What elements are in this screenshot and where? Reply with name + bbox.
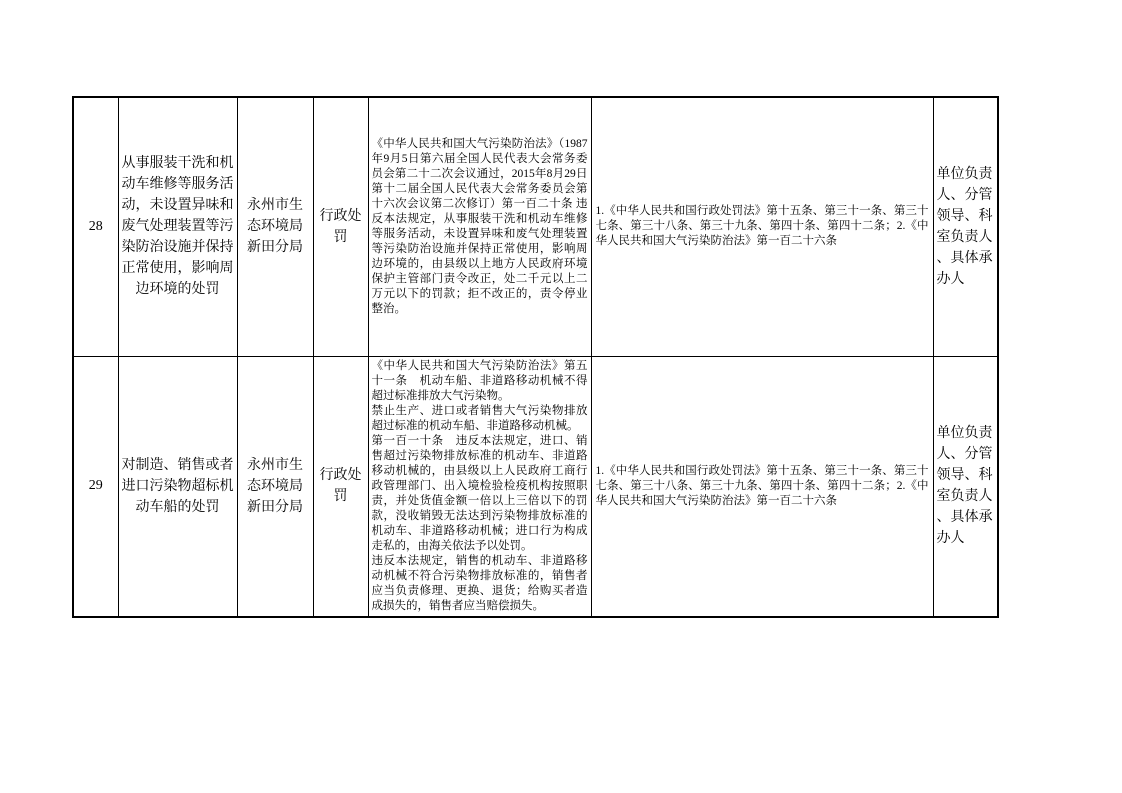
accountability-basis-cell: 1.《中华人民共和国行政处罚法》第十五条、第三十一条、第三十七条、第三十八条、第三十九条、第四十条、第四十二条；2.《中华人民共和国大气污染防治法》第一百二十六条: [591, 97, 933, 356]
table-row-28: [73, 97, 998, 356]
row-number-cell: 28: [73, 97, 118, 356]
administrative-penalty-table: [72, 96, 999, 618]
legal-basis-cell: 《中华人民共和国大气污染防治法》（1987年9月5日第六届全国人民代表大会常务委员会第二十二次会议通过，2015年8月29日第十二届全国人民代表大会常务委员会第十六次会议第二次修订）第一百二十条 违反本法规定，从事服装干洗和机动车维修等服务活动，未设置异味和废气处理装置等污染防治设施并保持正常使用，影响周边环境的，由县级以上地方人民政府环境保护主管部门责令改正，处二千元以上二万元以下的罚款；拒不改正的，责令停业整治。: [368, 97, 591, 356]
power-type-cell: 行政处罚: [313, 356, 368, 617]
power-type-cell: 行政处罚: [313, 97, 368, 356]
accountability-basis-cell: 1.《中华人民共和国行政处罚法》第十五条、第三十一条、第三十七条、第三十八条、第三十九条、第四十条、第四十二条；2.《中华人民共和国大气污染防治法》第一百二十六条: [591, 356, 933, 617]
table-row-29: [73, 356, 998, 617]
responsible-parties-cell: 单位负责人、分管领导、科室负责人、具体承办人: [933, 356, 998, 617]
responsible-parties-cell: 单位负责人、分管领导、科室负责人、具体承办人: [933, 97, 998, 356]
penalty-item-cell: 对制造、销售或者进口污染物超标机动车船的处罚: [118, 356, 237, 617]
implementing-agency-cell: 永州市生态环境局新田分局: [237, 97, 313, 356]
implementing-agency-cell: 永州市生态环境局新田分局: [237, 356, 313, 617]
row-number-cell: 29: [73, 356, 118, 617]
legal-basis-cell: 《中华人民共和国大气污染防治法》第五十一条 机动车船、非道路移动机械不得超过标准排放大气污染物。 禁止生产、进口或者销售大气污染物排放超过标准的机动车船、非道路移动机械。 第一百一十条 违反本法规定，进口、销售超过污染物排放标准的机动车、非道路移动机械的，由县级以上人民政府工商行政管理部门、出入境检验检疫机构按照职责，并处货值金额一倍以上三倍以下的罚款，没收销毁无法达到污染物排放标准的机动车、非道路移动机械；进口行为构成走私的，由海关依法予以处罚。 违反本法规定，销售的机动车、非道路移动机械不符合污染物排放标准的，销售者应当负责修理、更换、退货；给购买者造成损失的，销售者应当赔偿损失。: [368, 356, 591, 617]
penalty-item-cell: 从事服装干洗和机动车维修等服务活动，未设置异味和废气处理装置等污染防治设施并保持正常使用，影响周边环境的处罚: [118, 97, 237, 356]
